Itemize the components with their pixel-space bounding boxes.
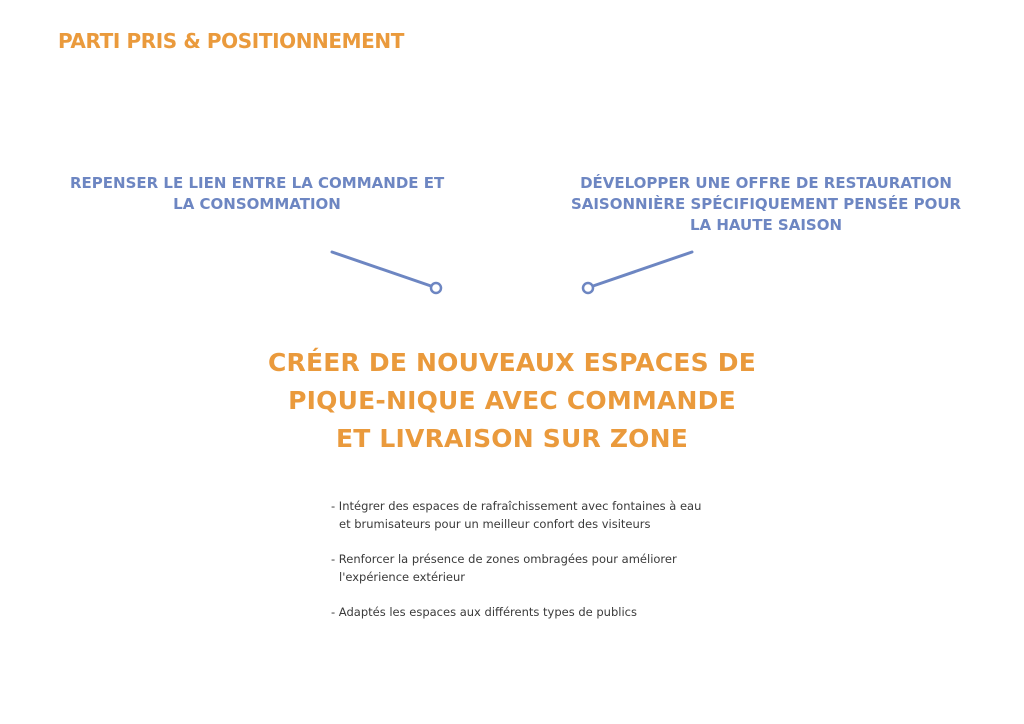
connector-left-node: [431, 283, 441, 293]
main-heading: [212, 344, 812, 458]
bullet-line: et brumisateurs pour un meilleur confort des visiteurs: [339, 517, 651, 531]
bullet-line: - Adaptés les espaces aux différents types de publics: [331, 605, 637, 619]
objective-left-line: REPENSER LE LIEN ENTRE LA COMMANDE ET: [70, 174, 445, 192]
connector-right-node: [583, 283, 593, 293]
objective-right-line: DÉVELOPPER UNE OFFRE DE RESTAURATION: [580, 174, 952, 192]
bullet-line: l'expérience extérieur: [339, 570, 466, 584]
objective-left-line: LA CONSOMMATION: [173, 195, 341, 213]
bullet-item: [331, 550, 731, 586]
connector-left-line: [332, 252, 431, 286]
bullet-item: [331, 497, 731, 533]
bullet-item: [331, 603, 731, 621]
main-heading-line: ET LIVRAISON SUR ZONE: [335, 424, 689, 453]
main-heading-line: CRÉER DE NOUVEAUX ESPACES DE: [267, 348, 757, 377]
bullet-line: - Renforcer la présence de zones ombragées pour améliorer: [331, 552, 677, 566]
page-title: PARTI PRIS & POSITIONNEMENT: [58, 29, 404, 53]
objective-right-line: LA HAUTE SAISON: [689, 216, 843, 234]
objective-right-line: SAISONNIÈRE SPÉCIFIQUEMENT PENSÉE POUR: [570, 195, 962, 213]
bullet-list: [331, 497, 731, 638]
bullet-line: - Intégrer des espaces de rafraîchissement avec fontaines à eau: [331, 499, 702, 513]
connector-right-line: [593, 252, 692, 286]
main-heading-line: PIQUE-NIQUE AVEC COMMANDE: [288, 386, 736, 415]
